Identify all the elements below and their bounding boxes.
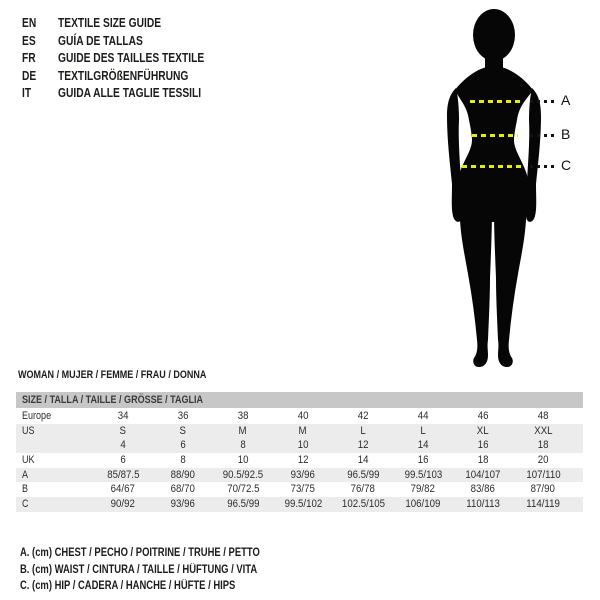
size-cell-text: 83/86 [470, 483, 496, 496]
size-cell-text: 99.5/103 [404, 468, 442, 481]
hip-dashed-line [462, 165, 524, 168]
row-label [16, 424, 93, 439]
size-cell [93, 453, 153, 468]
size-cell-text: 10 [237, 454, 249, 467]
size-cell [153, 424, 213, 439]
table-row [16, 424, 583, 439]
size-cell-text: 76/78 [350, 483, 376, 496]
row-label [16, 468, 93, 483]
language-label: TEXTILE SIZE GUIDE [58, 16, 162, 30]
size-cell-text: 114/119 [526, 498, 560, 511]
size-cell [513, 409, 573, 424]
size-cell [513, 497, 573, 512]
table-row [16, 438, 583, 453]
row-label [16, 438, 93, 453]
size-cell [93, 482, 153, 497]
measurement-line-waist [0, 126, 600, 142]
language-code: EN [22, 16, 37, 30]
size-cell-text: 6 [120, 454, 126, 467]
waist-leader-dots [530, 134, 558, 137]
measurement-legend [20, 545, 312, 595]
legend-item-text: A. (cm) CHEST / PECHO / POITRINE / TRUHE / PETTO [20, 547, 260, 559]
language-label: GUIDE DES TAILLES TEXTILE [58, 51, 205, 65]
size-cell [513, 482, 573, 497]
size-cell [453, 438, 513, 453]
language-code: ES [22, 33, 36, 48]
size-cell [273, 497, 333, 512]
size-cell [153, 468, 213, 483]
table-row [16, 482, 583, 497]
size-cell [453, 468, 513, 483]
size-cell [513, 438, 573, 453]
legend-item [20, 562, 312, 579]
row-label [16, 482, 93, 497]
language-label: GUÍA DE TALLAS [58, 33, 143, 48]
size-cell [453, 453, 513, 468]
size-cell-text: S [179, 424, 187, 437]
language-row [22, 33, 236, 51]
size-cell-text: 70/72.5 [226, 483, 260, 496]
size-cell-text: L [420, 424, 426, 437]
size-cell [93, 424, 153, 439]
size-cell-text: 16 [417, 454, 429, 467]
size-cell-text: 90/92 [110, 498, 136, 511]
size-cell-text: 107/110 [525, 468, 561, 481]
size-cell [153, 438, 213, 453]
size-cell [273, 468, 333, 483]
size-cell-text: 8 [180, 454, 186, 467]
table-row [16, 497, 583, 512]
row-label-text: UK [22, 454, 35, 467]
table-row [16, 453, 583, 468]
legend-item [20, 545, 312, 562]
language-row [22, 68, 236, 86]
size-cell-text: 73/75 [290, 483, 316, 496]
size-cell [453, 497, 513, 512]
row-label-text: US [22, 424, 35, 437]
size-cell-text: 96.5/99 [226, 498, 260, 511]
size-cell [333, 468, 393, 483]
size-table [16, 409, 583, 512]
hip-leader-dots [530, 165, 558, 168]
size-cell [273, 409, 333, 424]
size-cell-text: M [238, 424, 248, 437]
language-list [22, 15, 236, 103]
size-cell [153, 409, 213, 424]
language-row [22, 15, 236, 33]
size-cell-text: 90.5/92.5 [222, 468, 264, 481]
size-cell-text: 102.5/105 [341, 498, 385, 511]
size-cell-text: 99.5/102 [284, 498, 322, 511]
size-cell [273, 438, 333, 453]
size-cell-text: 48 [537, 410, 549, 422]
size-cell [93, 438, 153, 453]
size-cell [513, 424, 573, 439]
size-cell [273, 453, 333, 468]
row-label-text: B [22, 483, 29, 496]
legend-item [20, 578, 312, 595]
row-label [16, 409, 93, 424]
size-cell-text: 36 [177, 410, 189, 422]
size-cell [393, 468, 453, 483]
size-cell-text: 68/70 [170, 483, 196, 496]
marker-label-b: B [561, 126, 571, 142]
table-header-bar [16, 392, 583, 408]
size-cell [393, 453, 453, 468]
language-code: DE [22, 68, 37, 83]
language-code: IT [22, 86, 32, 100]
table-group-title [18, 369, 248, 381]
size-cell [273, 482, 333, 497]
size-cell-text: 85/87.5 [106, 468, 140, 481]
size-cell [213, 482, 273, 497]
size-cell-text: 14 [357, 454, 369, 467]
size-cell [393, 482, 453, 497]
size-cell [513, 453, 573, 468]
size-cell-text: 87/90 [530, 483, 556, 496]
size-cell [93, 468, 153, 483]
size-cell [273, 424, 333, 439]
table-row [16, 468, 583, 483]
row-label [16, 497, 93, 512]
size-cell-text: 64/67 [110, 483, 136, 496]
size-cell-text: 16 [477, 439, 489, 452]
size-cell [213, 468, 273, 483]
size-cell [153, 453, 213, 468]
size-cell-text: 44 [417, 410, 429, 422]
size-cell [213, 424, 273, 439]
size-cell-text: 6 [180, 439, 186, 452]
table-header-text: SIZE / TALLA / TAILLE / GRÖSSE / TAGLIA [22, 394, 204, 406]
size-cell-text: M [298, 424, 308, 437]
size-cell [393, 497, 453, 512]
size-cell [153, 497, 213, 512]
size-cell-text: 20 [537, 454, 549, 467]
size-cell-text: 14 [417, 439, 429, 452]
size-cell-text: 46 [477, 410, 489, 422]
size-cell [333, 438, 393, 453]
size-cell-text: 18 [537, 439, 549, 452]
chest-leader-dots [530, 100, 558, 103]
size-cell-text: 106/109 [405, 498, 441, 511]
size-cell [153, 482, 213, 497]
size-cell-text: 18 [477, 454, 489, 467]
size-cell-text: 93/96 [170, 498, 196, 511]
size-cell [213, 453, 273, 468]
size-cell-text: 38 [237, 410, 249, 422]
row-label [16, 453, 93, 468]
size-cell [93, 409, 153, 424]
marker-label-c: C [561, 157, 572, 173]
size-cell [453, 424, 513, 439]
size-cell [333, 497, 393, 512]
language-label: GUIDA ALLE TAGLIE TESSILI [58, 86, 202, 100]
row-label-text: Europe [22, 410, 52, 422]
size-cell-text: 12 [357, 439, 369, 452]
size-cell [213, 409, 273, 424]
size-cell [333, 482, 393, 497]
size-cell-text: L [360, 424, 366, 437]
size-cell-text: 104/107 [465, 468, 501, 481]
size-cell [93, 497, 153, 512]
row-label-text: A [22, 468, 29, 481]
measurement-line-hip [0, 157, 600, 173]
language-label: TEXTILGRÖßENFÜHRUNG [58, 68, 189, 83]
size-cell [453, 482, 513, 497]
table-row [16, 409, 583, 424]
language-code: FR [22, 51, 36, 65]
waist-dashed-line [472, 134, 518, 137]
table-group-title-text: WOMAN / MUJER / FEMME / FRAU / DONNA [18, 369, 207, 381]
size-cell-text: 34 [117, 410, 129, 422]
size-cell-text: XL [477, 424, 489, 437]
row-label-text: C [22, 498, 29, 511]
chest-dashed-line [470, 100, 522, 103]
size-cell-text: 88/90 [170, 468, 196, 481]
size-cell-text: 93/96 [290, 468, 316, 481]
size-cell-text: 79/82 [410, 483, 436, 496]
size-cell [393, 438, 453, 453]
legend-item-text: C. (cm) HIP / CADERA / HANCHE / HÜFTE / HIPS [20, 580, 236, 592]
size-cell-text: 8 [240, 439, 246, 452]
size-cell [213, 438, 273, 453]
size-cell-text: 10 [297, 439, 309, 452]
size-cell-text: XXL [533, 424, 553, 437]
size-cell [393, 409, 453, 424]
size-cell [333, 424, 393, 439]
size-cell-text: 110/113 [466, 498, 500, 511]
legend-item-text: B. (cm) WAIST / CINTURA / TAILLE / HÜFTUNG / VITA [20, 563, 258, 576]
language-row [22, 50, 236, 68]
size-cell-text: 12 [297, 454, 309, 467]
woman-silhouette-image [392, 6, 592, 368]
size-cell [213, 497, 273, 512]
marker-label-a: A [561, 92, 571, 108]
size-cell-text: 40 [297, 410, 309, 422]
size-cell-text: S [119, 424, 127, 437]
size-cell-text: 96.5/99 [346, 468, 380, 481]
size-cell [513, 468, 573, 483]
size-cell-text: 4 [120, 439, 126, 452]
size-cell [393, 424, 453, 439]
size-cell [453, 409, 513, 424]
size-cell [333, 409, 393, 424]
size-cell [333, 453, 393, 468]
size-cell-text: 42 [357, 410, 369, 422]
silhouette-shape [447, 9, 541, 367]
